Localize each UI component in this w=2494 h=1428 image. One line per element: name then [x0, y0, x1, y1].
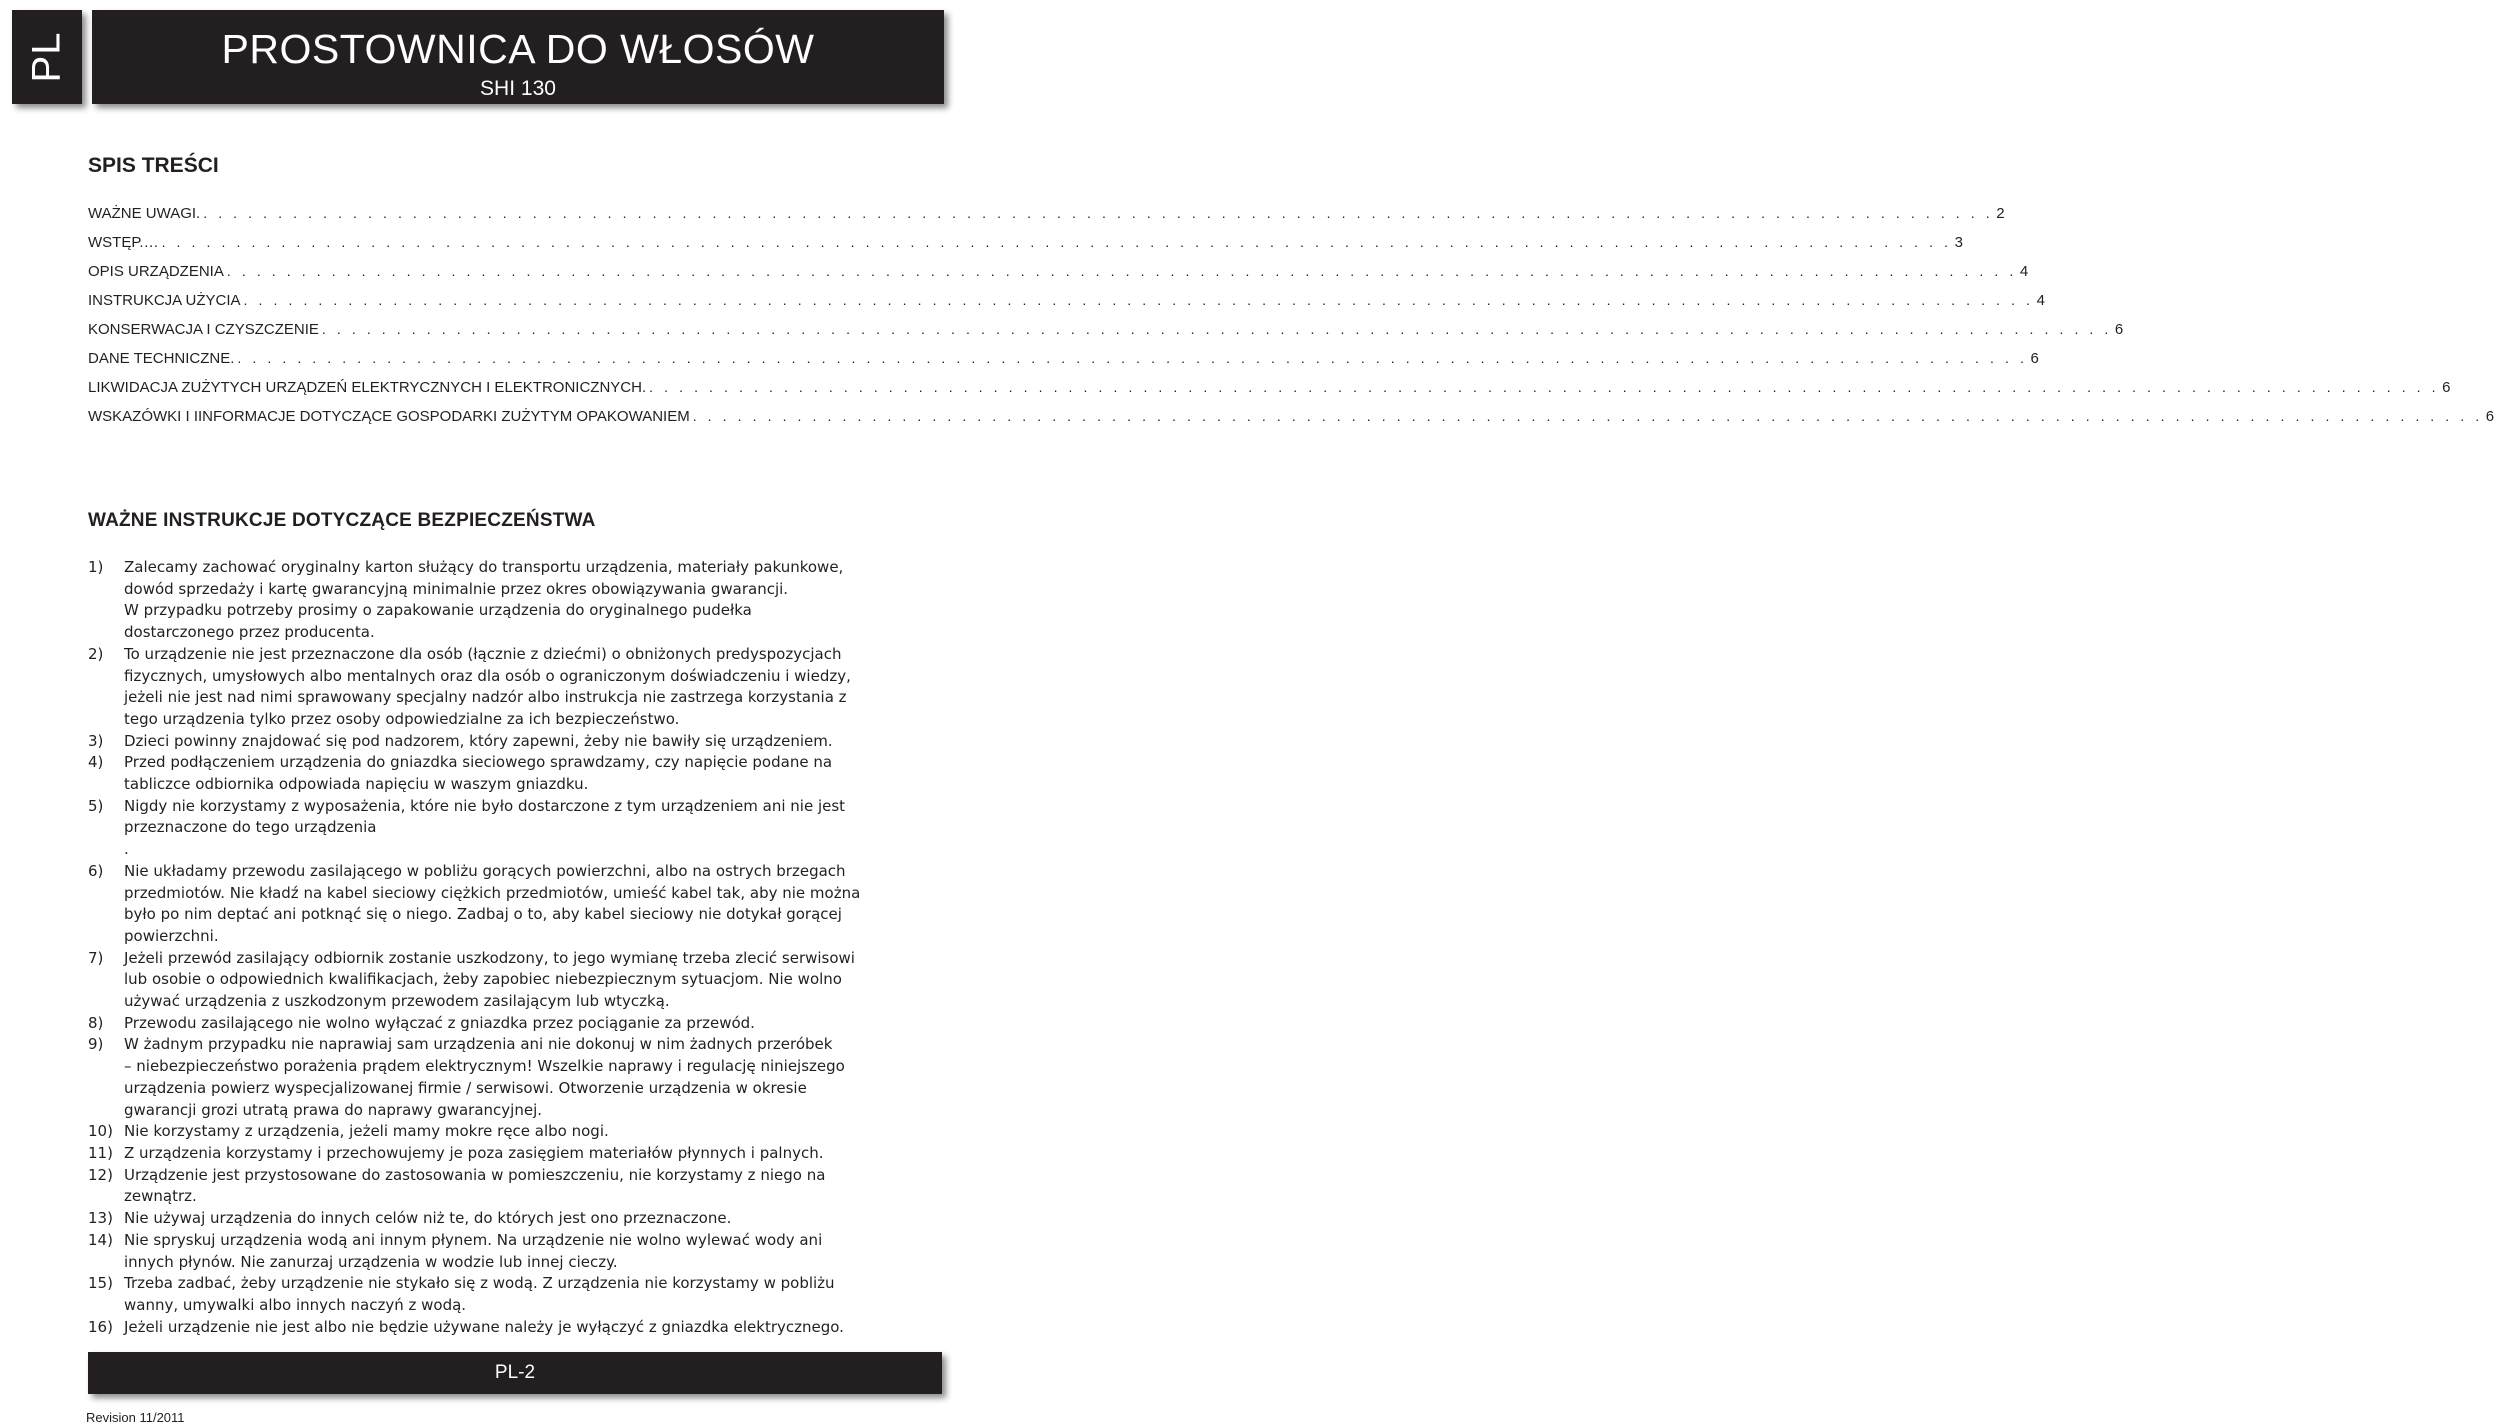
- toc-leader-dots: . . . . . . . . . . . . . . . . . . . . . . . . . . . . . . . . . . . . . . . . . . . . . . . . . . . . . . . . . . . . . . . . . . . . . . . . . . . . . . . . . . . . . . . . . . . . . . . . . . . . . . . . . . . . . . . . . . . . . . . .: [649, 379, 2440, 395]
- toc-entry-label: KONSERWACJA I CZYSZCZENIE: [88, 321, 319, 338]
- safety-instruction-item: [88, 796, 946, 861]
- toc-leader-dots: . . . . . . . . . . . . . . . . . . . . . . . . . . . . . . . . . . . . . . . . . . . . . . . . . . . . . . . . . . . . . . . . . . . . . . . . . . . . . . . . . . . . . . . . . . . . . . . . . . . . . . . . . . . . . . . . . . . . . . . .: [243, 292, 2034, 308]
- toc-leader-dots: . . . . . . . . . . . . . . . . . . . . . . . . . . . . . . . . . . . . . . . . . . . . . . . . . . . . . . . . . . . . . . . . . . . . . . . . . . . . . . . . . . . . . . . . . . . . . . . . . . . . . . . . . . . . . . . . . . . . . . . .: [161, 234, 1952, 250]
- item-text-line: To urządzenie nie jest przeznaczone dla osób (łącznie z dziećmi) o obniżonych predyspozycjach: [124, 644, 842, 663]
- item-text-line: Jeżeli przewód zasilający odbiornik zostanie uszkodzony, to jego wymianę trzeba zlecić serwisowi: [124, 948, 855, 967]
- toc-entry-label: OPIS URZĄDZENIA: [88, 263, 224, 280]
- toc-entry-label: DANE TECHNICZNE.: [88, 350, 235, 367]
- item-text-line: Nie spryskuj urządzenia wodą ani innym płynem. Na urządzenie nie wolno wylewać wody ani: [124, 1230, 823, 1249]
- safety-instruction-item: [88, 731, 946, 753]
- item-number: 8): [88, 1013, 104, 1032]
- safety-instruction-item: [88, 1317, 946, 1339]
- item-text-line: Nigdy nie korzystamy z wyposażenia, które nie było dostarczone z tym urządzeniem ani nie jest: [124, 796, 846, 815]
- toc-leader-dots: . . . . . . . . . . . . . . . . . . . . . . . . . . . . . . . . . . . . . . . . . . . . . . . . . . . . . . . . . . . . . . . . . . . . . . . . . . . . . . . . . . . . . . . . . . . . . . . . . . . . . . . . . . . . . . . . . . . . . . . .: [203, 205, 1994, 221]
- toc-entry-page: 6: [2114, 321, 2124, 338]
- item-text-line: było po nim deptać ani potknąć się o niego. Zadbaj o to, aby kabel sieciowy nie dotykał gorącej: [124, 905, 842, 924]
- item-text: [124, 1165, 946, 1208]
- item-text: [124, 1317, 946, 1339]
- item-number: 11): [88, 1143, 113, 1162]
- item-number: 5): [88, 796, 104, 815]
- toc-entry-page: 6: [2485, 408, 2494, 425]
- safety-instruction-item: [88, 752, 946, 795]
- item-number: 10): [88, 1122, 113, 1141]
- safety-instruction-item: [88, 1034, 946, 1121]
- toc-entry-page: 6: [2030, 350, 2039, 367]
- toc-heading: SPIS TREŚCI: [88, 154, 219, 177]
- item-text: [124, 1121, 946, 1143]
- item-text: [124, 1034, 946, 1121]
- item-text-line: tego urządzenia tylko przez osoby odpowiedzialne za ich bezpieczeństwo.: [124, 709, 680, 728]
- item-text-line: fizycznych, umysłowych albo mentalnych oraz dla osób o ograniczonym doświadczeniu i wiedzy,: [124, 666, 851, 685]
- item-number: 4): [88, 753, 104, 772]
- item-text: [124, 644, 946, 731]
- toc-entry-page: 6: [2442, 379, 2451, 396]
- item-text-line: Nie korzystamy z urządzenia, jeżeli mamy mokre ręce albo nogi.: [124, 1122, 609, 1141]
- item-number: 15): [88, 1274, 113, 1293]
- item-text-line: Zalecamy zachować oryginalny karton służący do transportu urządzenia, materiały pakunkowe,: [124, 558, 844, 576]
- language-tab: [12, 10, 82, 104]
- item-text-line: gwarancji grozi utratą prawa do naprawy gwarancyjnej.: [124, 1100, 543, 1119]
- item-number: 2): [88, 644, 104, 663]
- item-number: 12): [88, 1165, 113, 1184]
- item-text-line: dowód sprzedaży i kartę gwarancyjną minimalnie przez okres obowiązywania gwarancji.: [124, 579, 789, 598]
- item-text-line: Z urządzenia korzystamy i przechowujemy je poza zasięgiem materiałów płynnych i palnych.: [124, 1143, 824, 1162]
- toc-leader-dots: . . . . . . . . . . . . . . . . . . . . . . . . . . . . . . . . . . . . . . . . . . . . . . . . . . . . . . . . . . . . . . . . . . . . . . . . . . . . . . . . . . . . . . . . . . . . . . . . . . . . . . . . . . . . . . . . . . . . . . . .: [226, 263, 2017, 279]
- page-number: PL-2: [494, 1362, 536, 1383]
- safety-instructions-list: [88, 557, 946, 1338]
- item-text: [124, 861, 946, 948]
- toc-entry-label: WSKAZÓWKI I IINFORMACJE DOTYCZĄCE GOSPODARKI ZUŻYTYM OPAKOWANIEM: [88, 408, 690, 425]
- revision-label: Revision 11/2011: [86, 1410, 185, 1425]
- item-text-line: Dzieci powinny znajdować się pod nadzorem, który zapewni, żeby nie bawiły się urządzeniem.: [124, 731, 833, 750]
- item-text-line: lub osobie o odpowiednich kwalifikacjach, żeby zapobiec niebezpiecznym sytuacjom. Nie wolno: [124, 970, 842, 989]
- safety-instruction-item: [88, 1121, 946, 1143]
- toc-entry-page: 4: [2036, 292, 2045, 309]
- safety-instruction-item: [88, 1143, 946, 1165]
- toc-entry[interactable]: [88, 205, 2005, 234]
- item-text-line: przeznaczone do tego urządzenia: [124, 818, 377, 837]
- item-text-line: innych płynów. Nie zanurzaj urządzenia w wodzie lub innej cieczy.: [124, 1252, 618, 1271]
- title-banner: [92, 10, 944, 104]
- toc-entry-label: WAŻNE UWAGI.: [88, 205, 201, 222]
- item-number: 6): [88, 861, 104, 880]
- item-text-line: Przed podłączeniem urządzenia do gniazdka sieciowego sprawdzamy, czy napięcie podane na: [124, 753, 833, 772]
- item-text-line: dostarczonego przez producenta.: [124, 623, 375, 642]
- language-code: PL: [24, 31, 69, 83]
- safety-instruction-item: [88, 557, 946, 644]
- toc-entry[interactable]: [88, 263, 2029, 292]
- model-number: SHI 130: [480, 77, 556, 100]
- table-of-contents: [88, 205, 2494, 437]
- toc-entry-page: 4: [2019, 263, 2029, 280]
- toc-entry-page: 2: [1996, 205, 2005, 222]
- page-footer-bar: [88, 1352, 942, 1394]
- item-text-line: W żadnym przypadku nie naprawiaj sam urządzenia ani nie dokonuj w nim żadnych przeróbek: [124, 1035, 833, 1054]
- item-number: 3): [88, 731, 104, 750]
- item-number: 9): [88, 1035, 104, 1054]
- item-text-line: wanny, umywalki albo innych naczyń z wodą.: [124, 1295, 467, 1314]
- item-text-line: – niebezpieczeństwo porażenia prądem elektrycznym! Wszelkie naprawy i regulację niniejszego: [124, 1057, 845, 1076]
- item-number: 14): [88, 1230, 113, 1249]
- toc-leader-dots: . . . . . . . . . . . . . . . . . . . . . . . . . . . . . . . . . . . . . . . . . . . . . . . . . . . . . . . . . . . . . . . . . . . . . . . . . . . . . . . . . . . . . . . . . . . . . . . . . . . . . . . . . . . . . . . . . . . . . . . .: [321, 321, 2112, 337]
- item-text-line: tabliczce odbiornika odpowiada napięciu w waszym gniazdku.: [124, 775, 589, 794]
- item-text: [124, 1273, 946, 1316]
- safety-instruction-item: [88, 948, 946, 1013]
- safety-heading: WAŻNE INSTRUKCJE DOTYCZĄCE BEZPIECZEŃSTWA: [88, 510, 596, 531]
- toc-entry[interactable]: [88, 350, 2039, 379]
- toc-leader-dots: . . . . . . . . . . . . . . . . . . . . . . . . . . . . . . . . . . . . . . . . . . . . . . . . . . . . . . . . . . . . . . . . . . . . . . . . . . . . . . . . . . . . . . . . . . . . . . . . . . . . . . . . . . . . . . . . . . . . . . . .: [692, 408, 2483, 424]
- item-text-line: Nie używaj urządzenia do innych celów niż te, do których jest ono przeznaczone.: [124, 1209, 732, 1228]
- toc-entry[interactable]: [88, 408, 2494, 437]
- item-text-line: Trzeba zadbać, żeby urządzenie nie stykało się z wodą. Z urządzenia nie korzystamy w pobliżu: [124, 1274, 835, 1293]
- item-text-line: Jeżeli urządzenie nie jest albo nie będzie używane należy je wyłączyć z gniazdka elektrycznego.: [124, 1317, 844, 1336]
- toc-entry-label: INSTRUKCJA UŻYCIA: [88, 292, 241, 309]
- item-text-line: .: [124, 840, 129, 859]
- item-text: [124, 1230, 946, 1273]
- document-title: PROSTOWNICA DO WŁOSÓW: [221, 26, 815, 72]
- safety-instruction-item: [88, 861, 946, 948]
- toc-entry[interactable]: [88, 234, 1963, 263]
- item-text-line: W przypadku potrzeby prosimy o zapakowanie urządzenia do oryginalnego pudełka: [124, 601, 752, 620]
- item-text: [124, 1208, 946, 1230]
- toc-entry-page: 3: [1954, 234, 1963, 251]
- toc-entry-label: WSTĘP.…: [88, 234, 159, 251]
- item-text-line: używać urządzenia z uszkodzonym przewodem zasilającym lub wtyczką.: [124, 992, 670, 1011]
- safety-instruction-item: [88, 1208, 946, 1230]
- safety-instruction-item: [88, 1273, 946, 1316]
- item-text-line: powierzchni.: [124, 926, 219, 945]
- safety-instruction-item: [88, 1013, 946, 1035]
- toc-entry[interactable]: [88, 321, 2124, 350]
- item-text: [124, 1143, 946, 1165]
- item-text: [124, 796, 946, 861]
- toc-entry[interactable]: [88, 292, 2045, 321]
- item-text-line: przedmiotów. Nie kładź na kabel sieciowy ciężkich przedmiotów, umieść kabel tak, aby nie można: [124, 883, 861, 902]
- toc-leader-dots: . . . . . . . . . . . . . . . . . . . . . . . . . . . . . . . . . . . . . . . . . . . . . . . . . . . . . . . . . . . . . . . . . . . . . . . . . . . . . . . . . . . . . . . . . . . . . . . . . . . . . . . . . . . . . . . . . . . . . . . .: [237, 350, 2028, 366]
- item-number: 16): [88, 1317, 113, 1336]
- item-text-line: Przewodu zasilającego nie wolno wyłączać z gniazdka przez pociąganie za przewód.: [124, 1013, 755, 1032]
- item-text-line: Urządzenie jest przystosowane do zastosowania w pomieszczeniu, nie korzystamy z niego na: [124, 1165, 826, 1184]
- item-text-line: zewnątrz.: [124, 1187, 197, 1206]
- safety-instruction-item: [88, 1165, 946, 1208]
- safety-instruction-item: [88, 1230, 946, 1273]
- toc-entry-label: LIKWIDACJA ZUŻYTYCH URZĄDZEŃ ELEKTRYCZNYCH I ELEKTRONICZNYCH.: [88, 379, 647, 396]
- item-text-line: jeżeli nie jest nad nimi sprawowany specjalny nadzór albo instrukcja nie zastrzega korzystania z: [124, 688, 847, 707]
- item-text: [124, 752, 946, 795]
- item-text: [124, 1013, 946, 1035]
- item-number: 13): [88, 1209, 113, 1228]
- item-number: 7): [88, 948, 104, 967]
- safety-instruction-item: [88, 644, 946, 731]
- toc-entry[interactable]: [88, 379, 2451, 408]
- item-text: [124, 557, 946, 644]
- item-text: [124, 731, 946, 753]
- item-number: 1): [88, 558, 104, 576]
- item-text-line: Nie układamy przewodu zasilającego w pobliżu gorących powierzchni, albo na ostrych brzegach: [124, 861, 846, 880]
- item-text: [124, 948, 946, 1013]
- item-text-line: urządzenia powierz wyspecjalizowanej firmie / serwisowi. Otworzenie urządzenia w okresie: [124, 1078, 807, 1097]
